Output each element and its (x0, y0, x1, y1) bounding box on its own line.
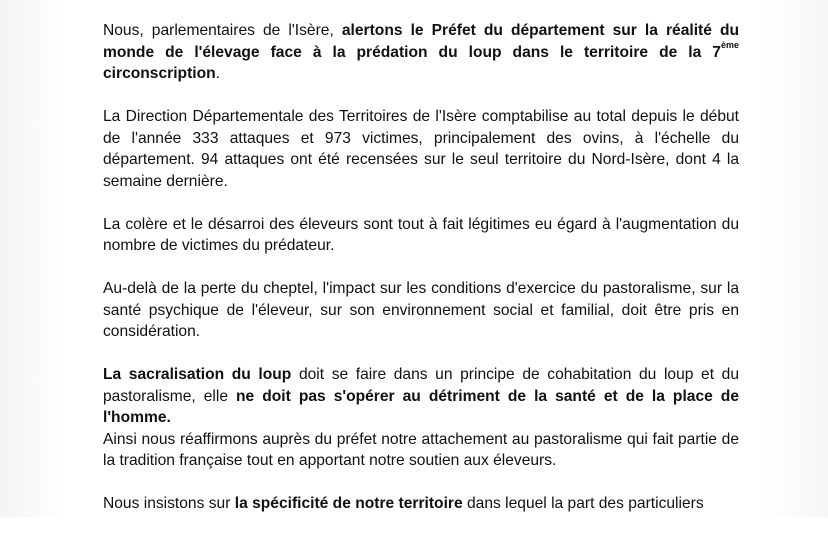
text: Nous, parlementaires de l'Isère, (103, 22, 342, 39)
bold-text: circonscription (103, 65, 216, 82)
paragraph-statistics: La Direction Départementale des Territoires de l'Isère comptabilise au total depuis le début de l'année 333 attaques et 973 victimes, principalement des ovins, à l'échelle du département. 94 attaques ont été recensées sur le seul territoire du Nord-Isère, dont 4 la semaine dernière. (103, 108, 739, 190)
paragraph-reaffirm: Ainsi nous réaffirmons auprès du préfet notre attachement au pastoralisme qui fait partie de la tradition française tout en apportant notre soutien aux éleveurs. (103, 430, 739, 469)
text: doit se faire dans un principe de cohabitation du loup et du pastoralisme, elle (103, 366, 740, 405)
text: . (215, 65, 220, 82)
paragraph-anger: La colère et le désarroi des éleveurs sont tout à fait légitimes eu égard à l'augmentation du nombre de victimes du prédateur. (103, 215, 739, 254)
paragraph-impact: Au-delà de la perte du cheptel, l'impact sur les conditions d'exercice du pastoralisme, sur la santé psychique de l'éleveur, sur son environnement social et familial, doit être pris en considération. (103, 280, 739, 340)
bold-text: alertons le Préfet du département sur la réalité du monde de l'élevage face à la prédation du loup dans le territoire de la 7 (103, 22, 739, 61)
paragraph-sacralisation (103, 364, 739, 429)
paragraph-territory (103, 493, 739, 515)
superscript: ème (720, 40, 739, 51)
letter-body (103, 20, 739, 536)
bold-text: La sacralisation du loup (103, 366, 292, 383)
bold-text: ne doit pas s'opérer au détriment de la santé et de la place de l'homme. (103, 387, 739, 426)
text: dans lequel la part des particuliers (462, 495, 704, 512)
text: Nous insistons sur (103, 495, 235, 512)
paragraph-alert (103, 20, 739, 85)
bold-text: la spécificité de notre territoire (234, 495, 463, 512)
